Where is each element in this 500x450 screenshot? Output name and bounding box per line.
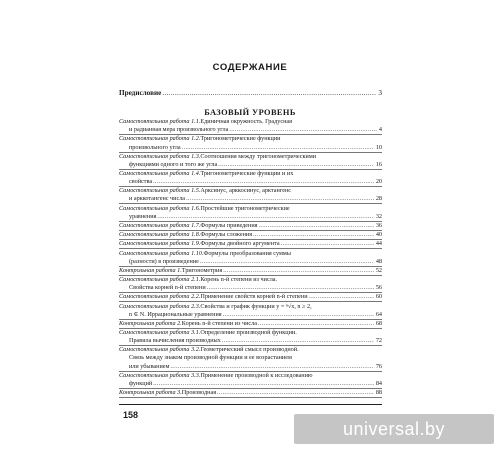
entry-title: Правила вычисления производных	[129, 337, 221, 345]
toc-entry-line	[119, 284, 382, 292]
toc-entry-line	[119, 222, 382, 230]
toc-entry-line	[119, 329, 382, 337]
entry-title: и арккотангенс числа	[129, 195, 186, 203]
entry-title: функциями одного и того же угла	[129, 160, 218, 168]
leader-dots	[218, 161, 374, 169]
entry-page-number: 10	[375, 143, 382, 151]
work-label: Контрольная работа 1.	[119, 266, 182, 274]
leader-dots	[223, 267, 374, 275]
work-label: Самостоятельная работа 3.2.	[119, 346, 201, 354]
entry-title: (разности) в произведение	[129, 257, 199, 265]
entry-title: и радианная мера произвольного угла	[129, 126, 229, 134]
toc-entry-line	[119, 389, 382, 397]
toc-heading: СОДЕРЖАНИЕ	[212, 62, 288, 73]
toc-entry	[119, 329, 382, 346]
leader-dots	[182, 144, 374, 152]
toc-entry	[119, 222, 382, 231]
toc-entry-line	[119, 153, 382, 161]
entry-title: Корень n-й степени из числа	[181, 319, 257, 327]
entry-page-number: 84	[375, 379, 382, 387]
preface-label: Предисловие	[119, 89, 162, 97]
toc-entries	[119, 118, 382, 398]
entry-title: Тригонометрия	[181, 266, 223, 274]
toc-entry	[119, 204, 382, 221]
toc-preface-entry	[119, 89, 382, 97]
entry-title: Арксинус, арккосинус, арктангенс	[200, 187, 292, 195]
toc-entry-line	[119, 240, 382, 248]
leader-dots	[200, 258, 374, 266]
toc-entry-line	[119, 380, 382, 388]
entry-page-number: 36	[375, 221, 382, 229]
leader-dots	[217, 389, 374, 397]
leader-dots	[253, 231, 374, 239]
toc-entry	[119, 240, 382, 249]
work-label: Самостоятельная работа 1.8.	[119, 231, 201, 239]
entry-page-number: 4	[378, 126, 382, 134]
work-label: Самостоятельная работа 1.2.	[119, 135, 201, 143]
entry-page-number: 32	[375, 212, 382, 220]
toc-entry-line	[119, 231, 382, 239]
toc-entry	[119, 170, 382, 187]
entry-title: Формулы преобразования суммы	[203, 249, 291, 257]
entry-title: функций	[129, 379, 153, 387]
entry-page-number: 88	[375, 389, 382, 397]
leader-dots	[153, 380, 374, 388]
toc-entry-line	[119, 213, 382, 221]
work-label: Контрольная работа 3.	[119, 389, 182, 397]
toc-entry-line	[119, 126, 382, 134]
entry-title: Производная	[181, 389, 217, 397]
toc-entry	[119, 187, 382, 204]
toc-entry-line	[119, 303, 382, 311]
leader-dots	[153, 178, 374, 186]
work-label: Контрольная работа 2.	[119, 319, 182, 327]
watermark-logo: universal.by	[294, 414, 494, 444]
toc-entry	[119, 372, 382, 389]
entry-title: Применение свойств корней n-й степени	[200, 293, 308, 301]
leader-dots	[170, 363, 373, 371]
toc-entry-line	[119, 161, 382, 169]
leader-dots	[281, 240, 374, 248]
toc-entry-line	[119, 250, 382, 258]
leader-dots	[223, 311, 374, 319]
entry-title: Свойства и график функции y = ⁿ√x, n ≥ 2,	[200, 302, 312, 310]
toc-entry-line	[119, 363, 382, 371]
toc-entry	[119, 389, 382, 398]
toc-entry	[119, 231, 382, 240]
toc-entry-line	[119, 267, 382, 275]
toc-entry-line	[119, 118, 382, 126]
entry-title: Простейшие тригонометрические	[200, 204, 290, 212]
toc-entry-line	[119, 346, 382, 354]
work-label: Самостоятельная работа 3.1.	[119, 329, 201, 337]
entry-title: Тригонометрические функции и их	[200, 170, 294, 178]
leader-dots	[229, 126, 377, 134]
entry-title: Соотношения между тригонометрическими	[200, 152, 317, 160]
toc-entry-line	[119, 372, 382, 380]
work-label: Самостоятельная работа 1.4.	[119, 170, 201, 178]
toc-entry-line	[119, 144, 382, 152]
leader-dots	[222, 337, 374, 345]
entry-page-number: 28	[375, 195, 382, 203]
entry-page-number: 72	[375, 337, 382, 345]
preface-page: 3	[378, 89, 382, 97]
toc-entry-line	[119, 135, 382, 143]
entry-title: уравнения	[129, 212, 157, 220]
work-label: Самостоятельная работа 3.3.	[119, 371, 201, 379]
toc-entry	[119, 346, 382, 371]
leader-dots	[186, 195, 374, 203]
toc-entry-line	[119, 337, 382, 345]
leader-dots	[258, 320, 374, 328]
work-label: Самостоятельная работа 1.6.	[119, 204, 201, 212]
entry-title: Определение производной функции.	[200, 329, 297, 337]
leader-dots	[207, 284, 374, 292]
entry-title: Свойства корней n-й степени	[129, 284, 206, 292]
toc-entry	[119, 118, 382, 135]
toc-entry-line	[119, 311, 382, 319]
toc-entry	[119, 153, 382, 170]
entry-title: Тригонометрические функции	[200, 135, 281, 143]
work-label: Самостоятельная работа 1.5.	[119, 187, 201, 195]
entry-title: или убыванием	[129, 362, 170, 370]
entry-page-number: 44	[375, 240, 382, 248]
entry-page-number: 68	[375, 319, 382, 327]
entry-title: Формулы приведения	[200, 221, 258, 229]
leader-dots	[259, 222, 374, 230]
toc-entry	[119, 276, 382, 293]
entry-page-number: 20	[375, 178, 382, 186]
entry-page-number: 52	[375, 266, 382, 274]
toc-entry-line	[119, 354, 382, 362]
toc-entry	[119, 249, 382, 266]
entry-title: Формулы двойного аргумента	[200, 240, 280, 248]
entry-title: свойства	[129, 178, 153, 186]
work-label: Самостоятельная работа 1.3.	[119, 152, 201, 160]
toc-entry	[119, 320, 382, 329]
entry-page-number: 64	[375, 310, 382, 318]
work-label: Самостоятельная работа 2.2.	[119, 293, 201, 301]
leader-dots	[162, 89, 376, 97]
toc-entry-line	[119, 258, 382, 266]
entry-page-number: 56	[375, 284, 382, 292]
work-label: Самостоятельная работа 1.9.	[119, 240, 201, 248]
entry-title: n ∈ N. Иррациональные уравнения	[129, 310, 222, 318]
entry-page-number: 76	[375, 362, 382, 370]
toc-entry-line	[119, 276, 382, 284]
entry-title: произвольного угла	[129, 143, 181, 151]
work-label: Самостоятельная работа 1.1.	[119, 118, 201, 126]
entry-page-number: 16	[375, 160, 382, 168]
work-label: Самостоятельная работа 2.1.	[119, 276, 201, 284]
footer-rule	[119, 404, 382, 405]
section-heading: БАЗОВЫЙ УРОВЕНЬ	[204, 108, 296, 117]
entry-title: Применение производной к исследованию	[200, 371, 313, 379]
toc-entry	[119, 135, 382, 152]
leader-dots	[157, 213, 373, 221]
work-label: Самостоятельная работа 1.7.	[119, 221, 201, 229]
toc-entry-line	[119, 187, 382, 195]
work-label: Самостоятельная работа 1.10.	[119, 249, 204, 257]
leader-dots	[309, 293, 374, 301]
entry-page-number: 60	[375, 293, 382, 301]
toc-entry-line	[119, 205, 382, 213]
page-number: 158	[123, 410, 139, 420]
toc-entry-line	[119, 170, 382, 178]
entry-title: Связь между знаком производной функции и ее возрастанием	[129, 354, 292, 362]
toc-entry-line	[119, 178, 382, 186]
toc-entry-line	[119, 195, 382, 203]
toc-entry	[119, 267, 382, 276]
work-label: Самостоятельная работа 2.3.	[119, 302, 201, 310]
entry-page-number: 40	[375, 231, 382, 239]
toc-entry-line	[119, 320, 382, 328]
toc-entry	[119, 302, 382, 319]
entry-title: Корень n-й степени из числа.	[200, 276, 278, 284]
entry-title: Формулы сложения	[200, 231, 253, 239]
toc-entry	[119, 293, 382, 302]
toc-entry-line	[119, 293, 382, 301]
entry-title: Геометрический смысл производной.	[200, 346, 299, 354]
entry-page-number: 48	[375, 257, 382, 265]
entry-title: Единичная окружность. Градусная	[200, 118, 293, 126]
